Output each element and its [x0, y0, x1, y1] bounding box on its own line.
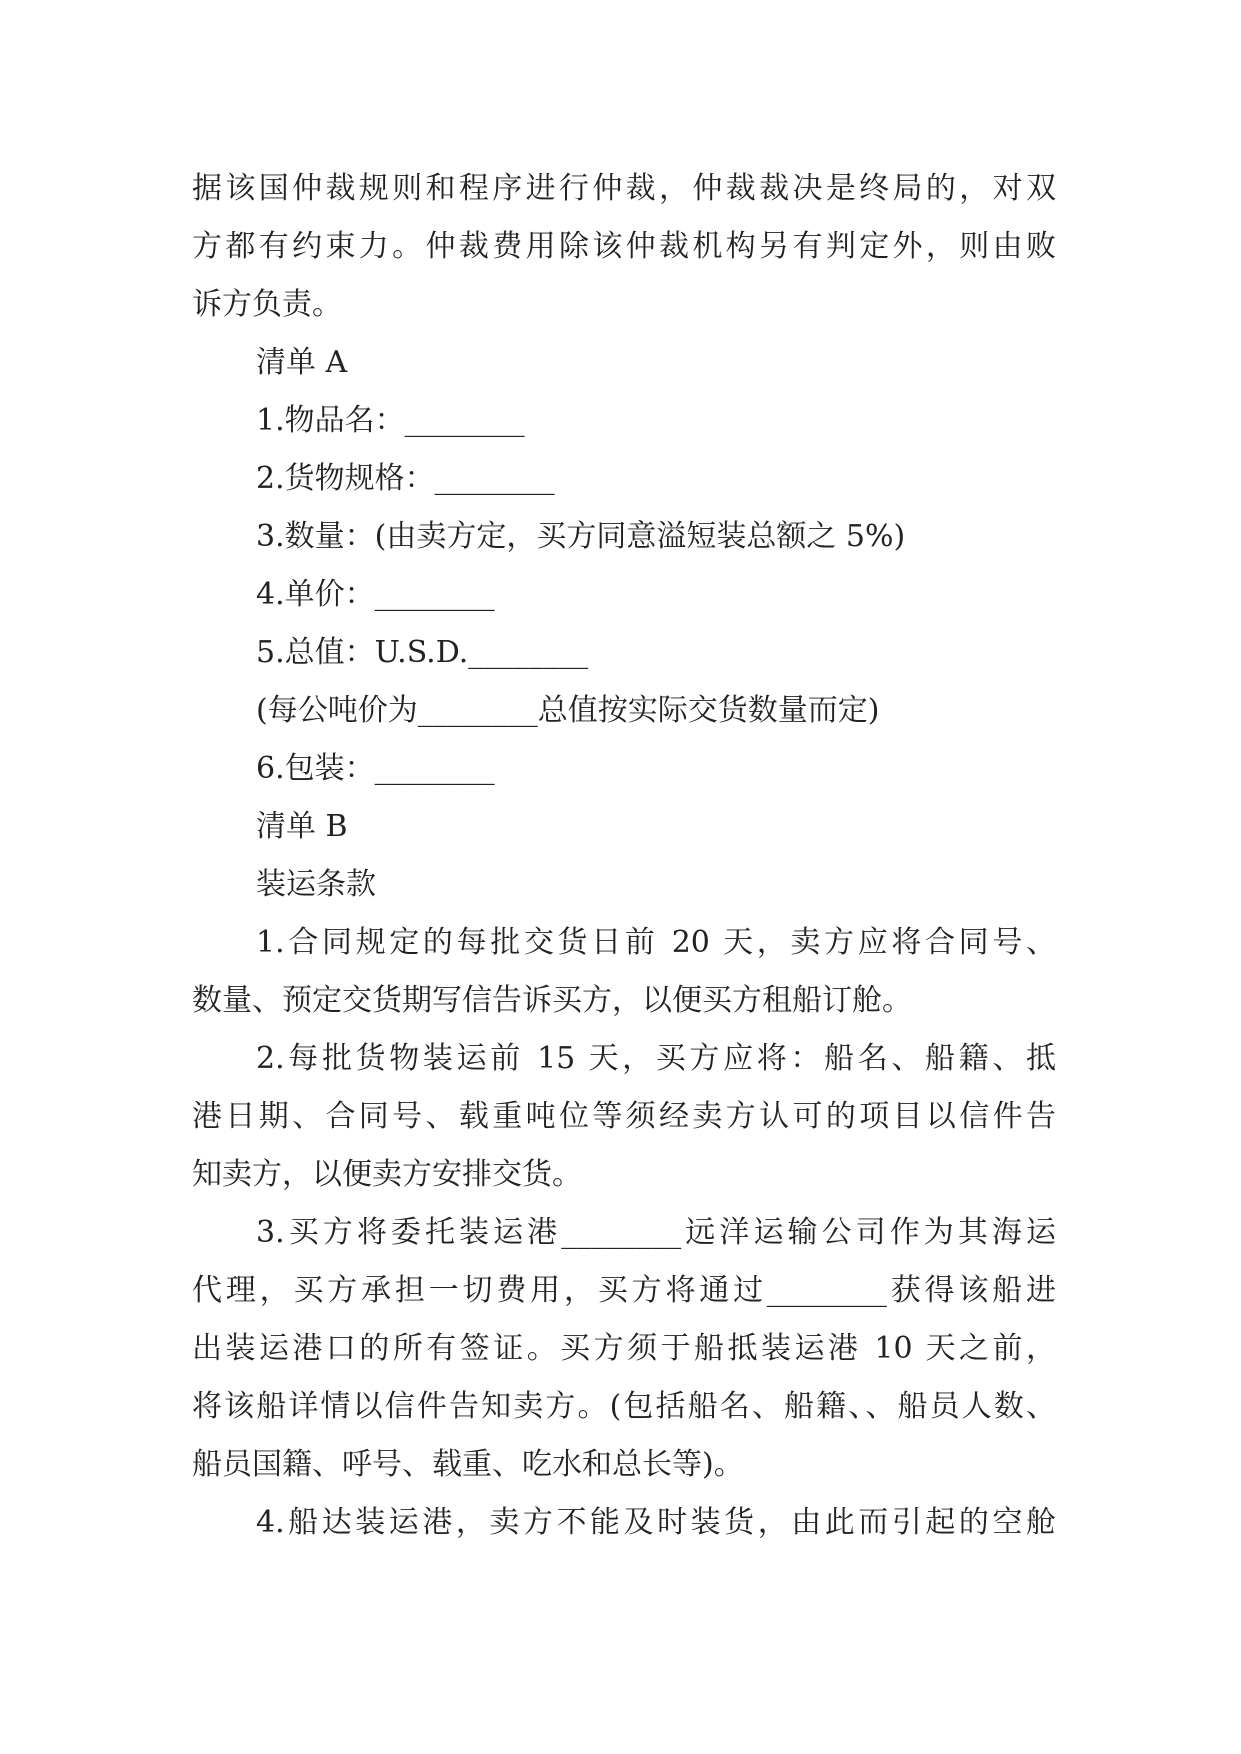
shipment-clause-1-line-2: 数量、预定交货期写信告诉买方，以便买方租船订舱。	[192, 983, 912, 1018]
document-page	[192, 160, 1056, 1552]
shipment-clause-3-line-1: 3.买方将委托装运港________远洋运输公司作为其海运	[256, 1215, 1056, 1250]
shipment-clause-3-line-3: 出装运港口的所有签证。买方须于船抵装运港 10 天之前，	[192, 1331, 1056, 1366]
shipment-clause-3-line-4: 将该船详情以信件告知卖方。(包括船名、船籍、、船员人数、	[192, 1389, 1056, 1424]
list-a-item-total-value: 5.总值：U.S.D.________	[256, 635, 589, 670]
shipment-clause-2-line-2: 港日期、合同号、载重吨位等须经卖方认可的项目以信件告	[192, 1099, 1056, 1134]
list-a-item-packing: 6.包装：________	[256, 751, 495, 786]
shipment-clause-1-line-1: 1.合同规定的每批交货日前 20 天，卖方应将合同号、	[256, 925, 1056, 960]
arbitration-paragraph-line-2: 方都有约束力。仲裁费用除该仲裁机构另有判定外，则由败	[192, 229, 1056, 264]
shipment-clause-3-line-2: 代理，买方承担一切费用，买方将通过________获得该船进	[192, 1273, 1056, 1308]
list-a-item-specification: 2.货物规格：________	[256, 461, 555, 496]
list-a-item-quantity: 3.数量：(由卖方定，买方同意溢短装总额之 5%)	[256, 519, 906, 554]
arbitration-paragraph-line-1: 据该国仲裁规则和程序进行仲裁，仲裁裁决是终局的，对双	[192, 171, 1056, 206]
list-a-item-product-name: 1.物品名：________	[256, 403, 525, 438]
shipment-clause-4-line-1: 4.船达装运港，卖方不能及时装货，由此而引起的空舱	[256, 1505, 1056, 1540]
list-a-heading: 清单 A	[256, 345, 348, 380]
arbitration-paragraph-line-3: 诉方负责。	[192, 287, 342, 322]
shipment-clause-2-line-3: 知卖方，以便卖方安排交货。	[192, 1157, 582, 1192]
list-b-heading: 清单 B	[256, 809, 348, 844]
shipment-terms-heading: 装运条款	[256, 867, 376, 902]
shipment-clause-2-line-1: 2.每批货物装运前 15 天，买方应将：船名、船籍、抵	[256, 1041, 1056, 1076]
shipment-clause-3-line-5: 船员国籍、呼号、载重、吃水和总长等)。	[192, 1447, 744, 1482]
list-a-item-unit-price: 4.单价：________	[256, 577, 495, 612]
list-a-item-total-value-note: (每公吨价为________总值按实际交货数量而定)	[256, 693, 880, 728]
